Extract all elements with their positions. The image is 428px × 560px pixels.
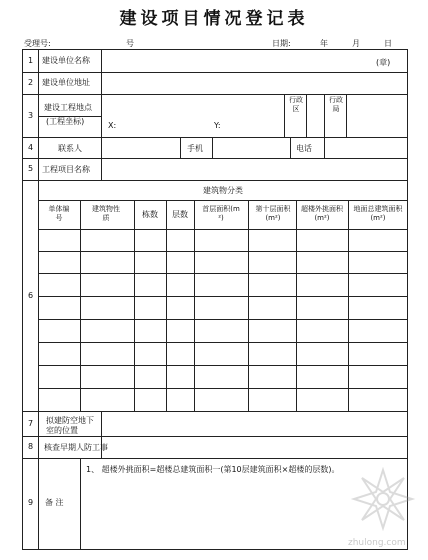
grid-column-line xyxy=(348,200,349,411)
row-divider xyxy=(22,137,408,138)
row-divider xyxy=(22,411,408,412)
grid-column-line xyxy=(134,200,135,411)
civil-defense-basement-label: 拟建防空地下室的位置 xyxy=(46,416,94,435)
grid-line xyxy=(38,296,408,297)
row-number: 3 xyxy=(27,111,34,120)
row-number: 7 xyxy=(27,419,34,428)
column-header: 建筑物性质 xyxy=(92,205,120,222)
row-number: 9 xyxy=(27,498,34,507)
contact-person-label: 联系人 xyxy=(58,144,82,153)
label-column-divider xyxy=(80,458,81,549)
column-divider xyxy=(180,137,181,158)
column-header: 第十层面积(m²) xyxy=(255,205,291,222)
grid-line xyxy=(38,365,408,366)
mobile-label: 手机 xyxy=(187,144,203,153)
row-number: 6 xyxy=(27,291,34,300)
row-divider xyxy=(38,200,408,201)
project-name-label: 工程项目名称 xyxy=(42,165,90,174)
grid-line xyxy=(38,388,408,389)
row-number: 5 xyxy=(27,164,34,173)
column-divider xyxy=(324,94,325,137)
row-divider xyxy=(22,72,408,73)
number-column-divider xyxy=(38,49,39,549)
grid-column-line xyxy=(166,200,167,411)
grid-line xyxy=(38,229,408,230)
column-header: 超楼外挑面积(m²) xyxy=(301,205,343,222)
column-divider xyxy=(284,94,285,137)
column-header: 单体编号 xyxy=(48,205,70,222)
grid-column-line xyxy=(248,200,249,411)
row-number: 1 xyxy=(27,56,34,65)
site-location-label: 建设工程地点 xyxy=(44,103,92,112)
remarks-note: 1、 超楼外挑面积=超楼总建筑面积一(第10层建筑面积×超楼的层数)。 xyxy=(86,465,340,474)
table-border-top xyxy=(22,49,408,50)
grid-line xyxy=(38,319,408,320)
column-divider xyxy=(306,94,307,137)
org-name-label: 建设单位名称 xyxy=(42,56,90,65)
grid-line xyxy=(38,273,408,274)
year-label: 年 xyxy=(320,39,328,48)
grid-line xyxy=(38,251,408,252)
row-number: 2 xyxy=(27,78,34,87)
row-divider xyxy=(22,436,408,437)
grid-line xyxy=(38,342,408,343)
table-border-bottom xyxy=(22,549,408,550)
early-civil-defense-check-label: 核查早期人防工事 xyxy=(44,443,108,452)
month-label: 月 xyxy=(352,39,360,48)
row-number: 4 xyxy=(27,143,34,152)
admin-bureau-label: 行政局 xyxy=(329,96,343,113)
receipt-label: 受理号: xyxy=(24,39,51,48)
label-column-divider xyxy=(101,49,102,180)
column-divider xyxy=(346,94,347,137)
seal-note: (章) xyxy=(376,58,391,67)
remarks-label: 备 注 xyxy=(45,498,64,507)
date-label: 日期: xyxy=(272,39,291,48)
coordinates-label: (工程坐标) xyxy=(46,117,85,126)
form-title: 建设项目情况登记表 xyxy=(119,9,309,29)
row-divider xyxy=(22,94,408,95)
column-divider xyxy=(290,137,291,158)
watermark-logo-icon xyxy=(346,462,420,536)
grid-column-line xyxy=(80,200,81,411)
column-header: 栋数 xyxy=(142,210,158,219)
receipt-suffix: 号 xyxy=(126,39,134,48)
row-number: 8 xyxy=(27,442,34,451)
watermark-text: zhulong.com xyxy=(348,538,406,548)
y-coordinate-label: Y: xyxy=(214,121,221,130)
column-header: 地面总建筑面积(m²) xyxy=(353,205,403,222)
district-label: 行政区 xyxy=(289,96,303,113)
column-divider xyxy=(324,137,325,158)
column-header: 层数 xyxy=(172,210,188,219)
building-classification-title: 建筑物分类 xyxy=(203,186,243,195)
grid-column-line xyxy=(194,200,195,411)
org-address-label: 建设单位地址 xyxy=(42,78,90,87)
row-divider xyxy=(22,180,408,181)
x-coordinate-label: X: xyxy=(108,121,117,130)
column-divider xyxy=(212,137,213,158)
column-header: 首层面积(m²) xyxy=(202,205,240,222)
day-label: 日 xyxy=(384,39,392,48)
row-divider xyxy=(22,158,408,159)
grid-column-line xyxy=(296,200,297,411)
phone-label: 电话 xyxy=(296,144,312,153)
